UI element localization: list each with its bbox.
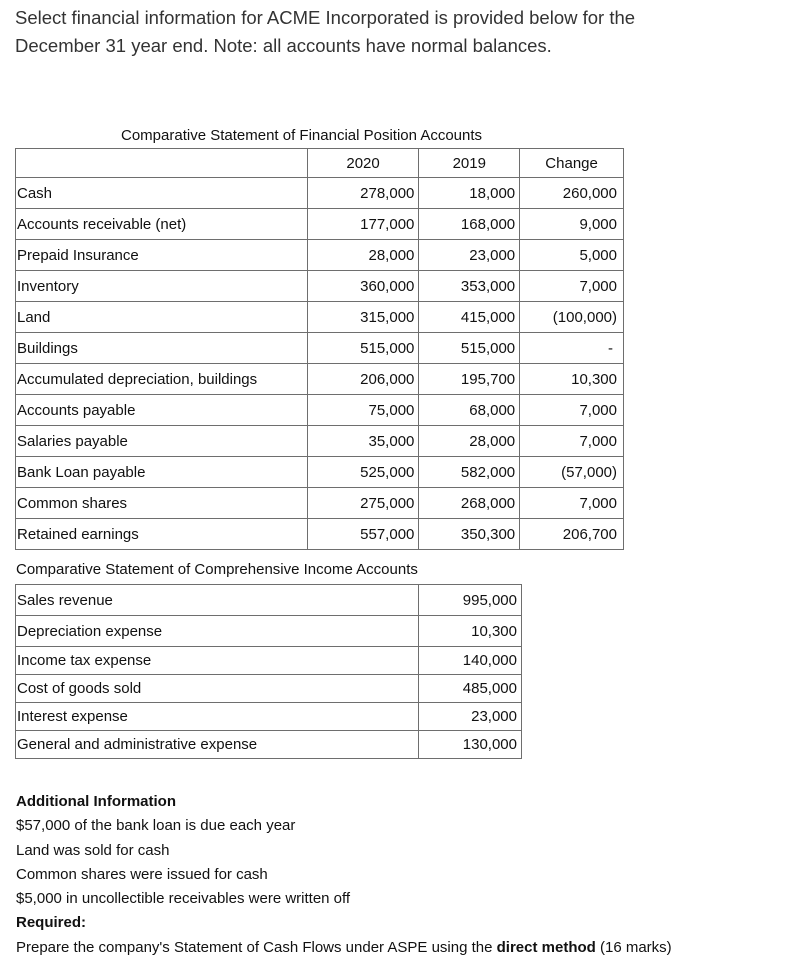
income-row bbox=[16, 647, 522, 675]
income-label: Income tax expense bbox=[16, 647, 419, 675]
position-table-title: Comparative Statement of Financial Position Accounts bbox=[121, 127, 483, 144]
position-label: Common shares bbox=[16, 488, 308, 519]
value-change: (100,000) bbox=[520, 302, 624, 333]
value-2020: 278,000 bbox=[307, 178, 419, 209]
position-row bbox=[16, 457, 624, 488]
value-change: 10,300 bbox=[520, 364, 624, 395]
position-row bbox=[16, 302, 624, 333]
task-text: Prepare the company's Statement of Cash Flows under ASPE using the bbox=[16, 938, 497, 956]
position-row bbox=[16, 209, 624, 240]
value-2019: 195,700 bbox=[419, 364, 520, 395]
value-2019: 515,000 bbox=[419, 333, 520, 364]
value-2020: 28,000 bbox=[307, 240, 419, 271]
position-row bbox=[16, 488, 624, 519]
additional-item: Land was sold for cash bbox=[16, 841, 170, 859]
position-label: Cash bbox=[16, 178, 308, 209]
header-label bbox=[16, 149, 308, 178]
value-2019: 350,300 bbox=[419, 519, 520, 550]
position-row bbox=[16, 178, 624, 209]
additional-information bbox=[16, 790, 796, 960]
additional-heading: Additional Information bbox=[16, 793, 176, 810]
income-row bbox=[16, 731, 522, 759]
value-2020: 275,000 bbox=[307, 488, 419, 519]
position-label: Accounts payable bbox=[16, 395, 308, 426]
position-label: Buildings bbox=[16, 333, 308, 364]
header-2019: 2019 bbox=[419, 149, 520, 178]
position-row bbox=[16, 426, 624, 457]
intro-line-2: December 31 year end. Note: all accounts have normal balances. bbox=[15, 35, 552, 56]
header-change: Change bbox=[520, 149, 624, 178]
value-2019: 168,000 bbox=[419, 209, 520, 240]
value-2019: 28,000 bbox=[419, 426, 520, 457]
value-change: 7,000 bbox=[520, 271, 624, 302]
value-2019: 582,000 bbox=[419, 457, 520, 488]
required-label: Required: bbox=[16, 914, 87, 932]
required-task bbox=[16, 936, 796, 960]
income-label: Cost of goods sold bbox=[16, 675, 419, 703]
position-row bbox=[16, 364, 624, 395]
income-row bbox=[16, 675, 522, 703]
value-change: 206,700 bbox=[520, 519, 624, 550]
position-label: Salaries payable bbox=[16, 426, 308, 457]
value-change: (57,000) bbox=[520, 457, 624, 488]
value-change: 9,000 bbox=[520, 209, 624, 240]
value-2020: 525,000 bbox=[307, 457, 419, 488]
value-2019: 353,000 bbox=[419, 271, 520, 302]
position-row bbox=[16, 240, 624, 271]
position-label: Inventory bbox=[16, 271, 308, 302]
position-header-row bbox=[16, 149, 624, 178]
value-change: 7,000 bbox=[520, 395, 624, 426]
value-change: 7,000 bbox=[520, 426, 624, 457]
task-emphasis: direct method bbox=[496, 938, 596, 956]
additional-item: $57,000 of the bank loan is due each year bbox=[16, 817, 296, 835]
income-table bbox=[15, 584, 522, 759]
value-2020: 360,000 bbox=[307, 271, 419, 302]
task-marks: (16 marks) bbox=[595, 938, 672, 956]
income-value: 485,000 bbox=[419, 675, 522, 703]
value-change: 260,000 bbox=[520, 178, 624, 209]
value-2020: 557,000 bbox=[307, 519, 419, 550]
position-label: Prepaid Insurance bbox=[16, 240, 308, 271]
income-label: Interest expense bbox=[16, 703, 419, 731]
additional-item: Common shares were issued for cash bbox=[16, 865, 268, 883]
position-label: Accounts receivable (net) bbox=[16, 209, 308, 240]
income-value: 995,000 bbox=[419, 585, 522, 616]
position-label: Land bbox=[16, 302, 308, 333]
position-label: Accumulated depreciation, buildings bbox=[16, 364, 308, 395]
value-2019: 68,000 bbox=[419, 395, 520, 426]
value-2020: 75,000 bbox=[307, 395, 419, 426]
question-intro bbox=[15, 4, 785, 60]
income-label: Sales revenue bbox=[16, 585, 419, 616]
value-2019: 18,000 bbox=[419, 178, 520, 209]
position-label: Retained earnings bbox=[16, 519, 308, 550]
position-row bbox=[16, 519, 624, 550]
income-value: 10,300 bbox=[419, 616, 522, 647]
position-row bbox=[16, 333, 624, 364]
value-2019: 268,000 bbox=[419, 488, 520, 519]
income-value: 23,000 bbox=[419, 703, 522, 731]
income-value: 130,000 bbox=[419, 731, 522, 759]
value-change: 7,000 bbox=[520, 488, 624, 519]
income-row bbox=[16, 703, 522, 731]
position-row bbox=[16, 395, 624, 426]
value-2020: 35,000 bbox=[307, 426, 419, 457]
value-2019: 23,000 bbox=[419, 240, 520, 271]
position-table bbox=[15, 148, 624, 550]
additional-item: $5,000 in uncollectible receivables were written off bbox=[16, 890, 351, 908]
value-change: - bbox=[520, 333, 624, 364]
income-row bbox=[16, 616, 522, 647]
value-change: 5,000 bbox=[520, 240, 624, 271]
value-2019: 415,000 bbox=[419, 302, 520, 333]
income-row bbox=[16, 585, 522, 616]
income-value: 140,000 bbox=[419, 647, 522, 675]
header-2020: 2020 bbox=[307, 149, 419, 178]
value-2020: 315,000 bbox=[307, 302, 419, 333]
value-2020: 206,000 bbox=[307, 364, 419, 395]
income-table-title: Comparative Statement of Comprehensive Income Accounts bbox=[16, 561, 418, 578]
income-label: General and administrative expense bbox=[16, 731, 419, 759]
value-2020: 177,000 bbox=[307, 209, 419, 240]
value-2020: 515,000 bbox=[307, 333, 419, 364]
position-row bbox=[16, 271, 624, 302]
intro-line-1: Select financial information for ACME Incorporated is provided below for the bbox=[15, 7, 636, 28]
income-label: Depreciation expense bbox=[16, 616, 419, 647]
position-label: Bank Loan payable bbox=[16, 457, 308, 488]
